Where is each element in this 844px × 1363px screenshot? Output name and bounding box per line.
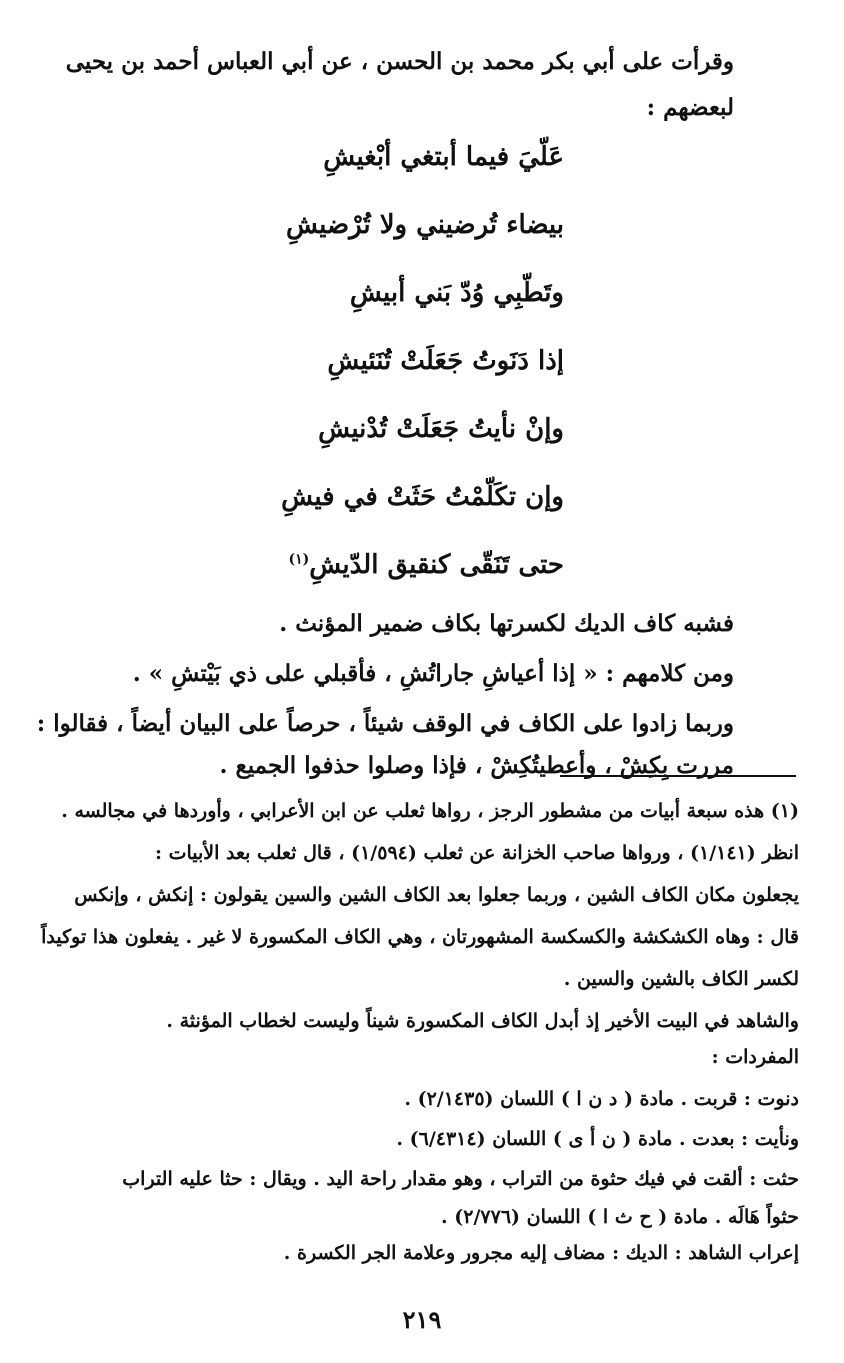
footnote-line-2: انظر (١/١٤١) ، ورواها صاحب الخزانة عن ثعلب (١/٥٩٤) ، قال ثعلب بعد الأبيات : <box>154 842 799 864</box>
footnote-line-9: ونأيت : بعدت . مادة ( ن أ ى ) اللسان (٦/٤٣١٤) . <box>396 1128 799 1150</box>
body-paragraph-3-line-1: وربما زادوا على الكاف في الوقف شيئاً ، حرصاً على البيان أيضاً ، فقالوا : <box>36 710 734 737</box>
verse-7 <box>264 550 564 580</box>
verse-1: عَلّيَ فيما أبتغي أبْغيشِ <box>323 142 564 172</box>
verse-2: بيضاء تُرضيني ولا تُرْضيشِ <box>286 210 564 240</box>
footnote-line-10: حثت : ألقت في فيك حثوة من التراب ، وهو مقدار راحة اليد . ويقال : حثا عليه التراب <box>122 1168 799 1190</box>
footnote-line-1: (١) هذه سبعة أبيات من مشطور الرجز ، رواها ثعلب عن ابن الأعرابي ، وأوردها في مجالسه . <box>61 800 799 822</box>
verse-5: وإنْ نأيتُ جَعَلَتْ تُدْنيشِ <box>318 414 564 444</box>
footnote-line-4: قال : وهاه الكشكشة والكسكسة المشهورتان ، وهي الكاف المكسورة لا غير . يفعلون هذا توكيداً <box>41 926 799 948</box>
verse-6: وإن تكَلّمْتُ حَثَتْ في فيشِ <box>281 482 564 512</box>
body-paragraph-2: ومن كلامهم : « إذا أعياشِ جاراتُشِ ، فأقبلي على ذي بَيْتشِ » . <box>132 660 734 687</box>
verse-7-text: حتى تَنَقّى كنقيق الدّيشِ <box>309 550 564 580</box>
verse-4: إذا دَنَوتُ جَعَلَتْ تُنَئيشِ <box>327 346 564 376</box>
footnote-line-11: حثواً هَالَه . مادة ( ح ث ا ) اللسان (٢/٧٧٦) . <box>441 1206 799 1228</box>
footnote-line-5: لكسر الكاف بالشين والسين . <box>563 968 799 990</box>
body-paragraph-1: فشبه كاف الديك لكسرتها بكاف ضمير المؤنث . <box>279 610 734 637</box>
footnote-separator <box>560 775 796 777</box>
footnote-line-7: المفردات : <box>711 1046 799 1068</box>
footnote-marker: (١) <box>288 551 310 568</box>
footnote-line-6: والشاهد في البيت الأخير إذ أبدل الكاف المكسورة شيناً وليست لخطاب المؤنثة . <box>166 1010 799 1032</box>
footnote-line-12: إعراب الشاهد : الديك : مضاف إليه مجرور وعلامة الجر الكسرة . <box>283 1242 799 1264</box>
intro-line-2: لبعضهم : <box>646 94 734 121</box>
intro-line-1: وقرأت على أبي بكر محمد بن الحسن ، عن أبي العباس أحمد بن يحيى <box>65 48 734 75</box>
footnote-line-8: دنوت : قربت . مادة ( د ن ا ) اللسان (٢/١٤٣٥) . <box>404 1088 799 1110</box>
verse-3: وتَطّبِي وُدّ بَني أبيشِ <box>349 278 564 308</box>
footnote-line-3: يجعلون مكان الكاف الشين ، وربما جعلوا بعد الكاف الشين والسين يقولون : إنكش ، وإنكس <box>74 884 799 906</box>
page-number: ٢١٩ <box>402 1305 442 1334</box>
body-paragraph-3-line-2: مررت بِكِشْ ، وأعطيتُكِشْ ، فإذا وصلوا حذفوا الجميع . <box>219 752 734 779</box>
